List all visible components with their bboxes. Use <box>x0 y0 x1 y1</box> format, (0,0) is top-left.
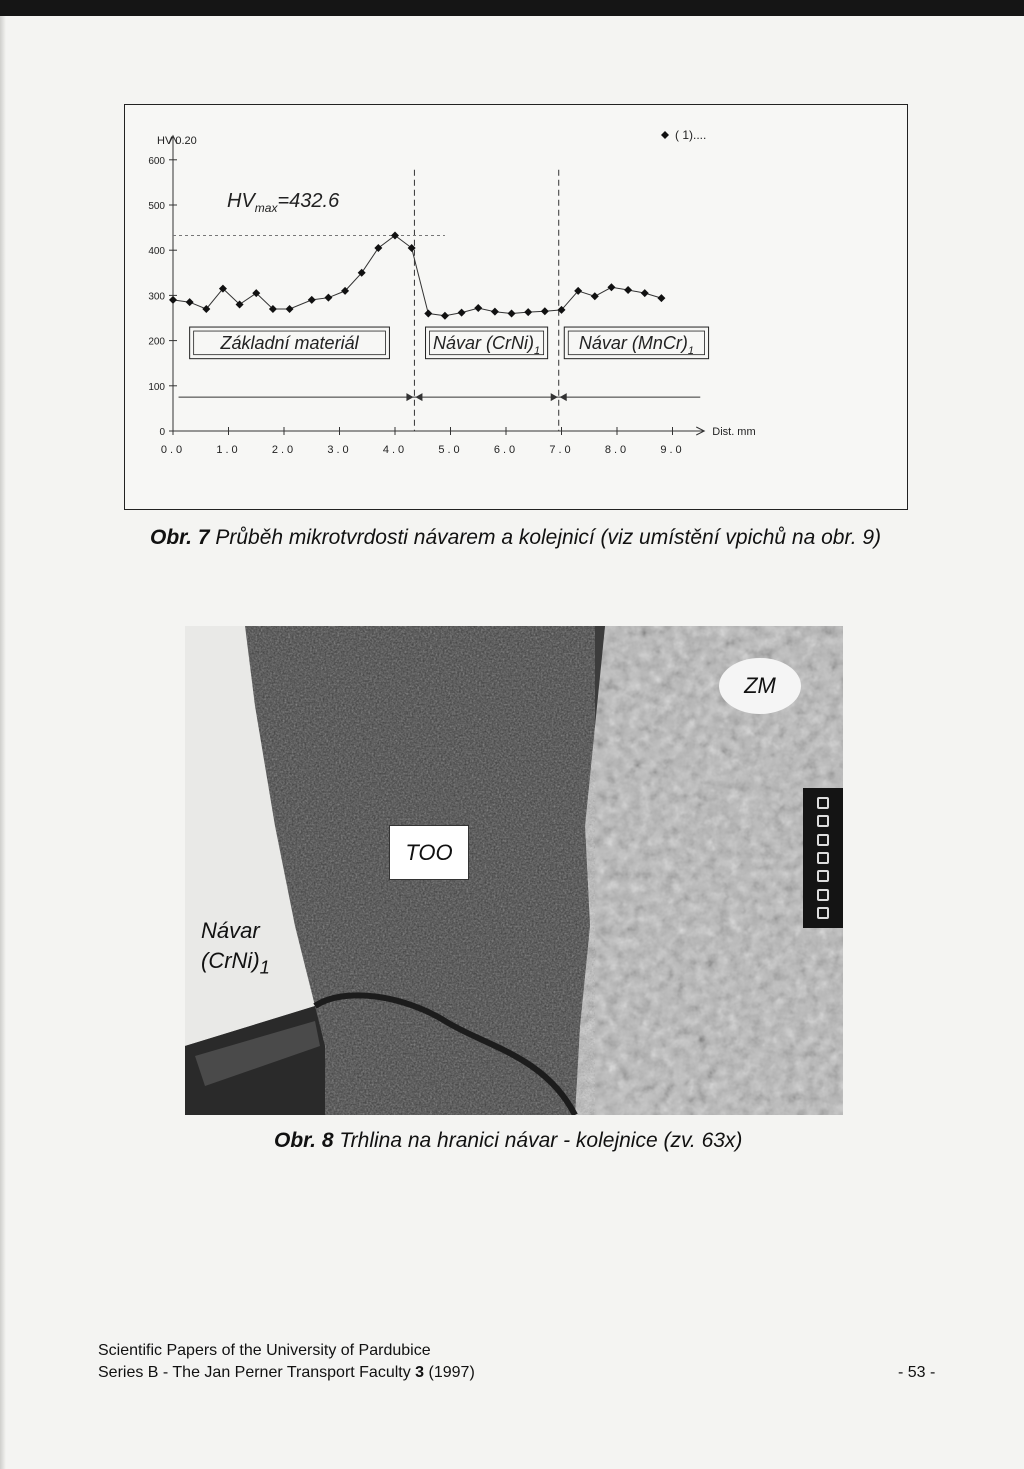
zone-label: Návar $(MnCr)_1$ <box>578 333 694 358</box>
data-point <box>474 304 482 312</box>
data-point <box>641 289 649 297</box>
zm-label: ZM <box>719 658 801 714</box>
micrograph-image <box>185 626 843 1115</box>
x-axis-title: Dist. mm <box>712 426 756 438</box>
scan-left-edge <box>0 16 6 1469</box>
y-tick-label: 600 <box>148 155 165 167</box>
data-point <box>169 296 177 304</box>
y-tick-label: 300 <box>148 291 165 303</box>
data-point <box>441 312 449 320</box>
footer-volume: 3 <box>415 1364 425 1381</box>
navar-label-subscript: 1 <box>259 956 270 978</box>
navar-label-line2: (CrNi) <box>201 948 260 973</box>
data-point <box>391 231 399 239</box>
y-tick-label: 100 <box>148 381 165 393</box>
scan-top-edge <box>0 0 1024 16</box>
zone-arrow-right <box>551 393 558 401</box>
figure-8-caption-text: Trhlina na hranici návar - kolejnice (zv. 63x) <box>339 1129 743 1152</box>
y-tick-label: 500 <box>148 201 165 212</box>
data-point <box>458 309 466 317</box>
y-tick-label: 400 <box>148 246 165 258</box>
zone-label: Základní materiál <box>220 333 359 354</box>
x-tick-label: 0.0 <box>160 444 186 456</box>
zone-arrow-right <box>406 393 413 401</box>
x-tick-label: 3.0 <box>327 444 352 456</box>
zone-arrow-left <box>560 393 567 401</box>
micrograph-scale-bar <box>803 788 843 928</box>
x-tick-label: 9.0 <box>660 444 685 456</box>
data-point <box>607 283 615 291</box>
x-tick-label: 5.0 <box>438 444 463 456</box>
data-point <box>324 294 332 302</box>
zone-arrow-left <box>415 393 422 401</box>
figure-8-caption <box>274 1129 742 1153</box>
data-point <box>374 244 382 252</box>
data-point <box>508 309 516 317</box>
data-point <box>657 294 665 302</box>
footer-journal-line: Scientific Papers of the University of Pardubice <box>98 1342 431 1359</box>
y-axis-title: HV 0.20 <box>157 134 197 147</box>
data-point <box>624 286 632 294</box>
x-tick-label: 8.0 <box>604 444 630 456</box>
page-number: - 53 - <box>898 1364 936 1381</box>
x-tick-label: 2.0 <box>271 444 297 456</box>
legend-label: ( 1).... <box>675 128 707 142</box>
data-point <box>308 296 316 304</box>
x-tick-label: 1.0 <box>216 444 241 456</box>
data-point <box>424 309 432 317</box>
figure-7-caption-text: Průběh mikrotvrdosti návarem a kolejnicí (viz umístění vpichů na obr. 9) <box>215 526 882 549</box>
too-label: TOO <box>389 825 469 880</box>
data-point <box>591 292 599 300</box>
navar-crni-label <box>201 916 270 982</box>
data-point <box>286 305 294 313</box>
zone-label: Návar $(CrNi)_1$ <box>433 333 541 358</box>
footer-year: (1997) <box>424 1364 475 1381</box>
data-point <box>524 308 532 316</box>
series-line <box>173 236 661 316</box>
y-tick-label: 200 <box>148 336 165 348</box>
figure-7-caption <box>150 526 881 550</box>
data-point <box>491 308 499 316</box>
microhardness-chart <box>125 105 907 509</box>
data-point <box>186 298 194 306</box>
figure-7-caption-label: Obr. 7 <box>150 526 210 549</box>
x-tick-label: 4.0 <box>382 444 408 456</box>
figure-8-caption-label: Obr. 8 <box>274 1129 334 1152</box>
footer-series-line <box>98 1364 475 1382</box>
navar-label-line1: Návar <box>201 918 260 943</box>
y-tick-label: 0 <box>159 427 165 438</box>
figure-7-frame <box>124 104 908 510</box>
footer-series-text: Series B - The Jan Perner Transport Faculty <box>98 1364 416 1381</box>
x-tick-label: 7.0 <box>549 444 574 456</box>
legend-marker <box>661 131 669 139</box>
hv-max-annotation: $HV_{max}=432.6$ <box>227 190 340 215</box>
data-point <box>541 307 549 315</box>
x-tick-label: 6.0 <box>493 444 519 456</box>
